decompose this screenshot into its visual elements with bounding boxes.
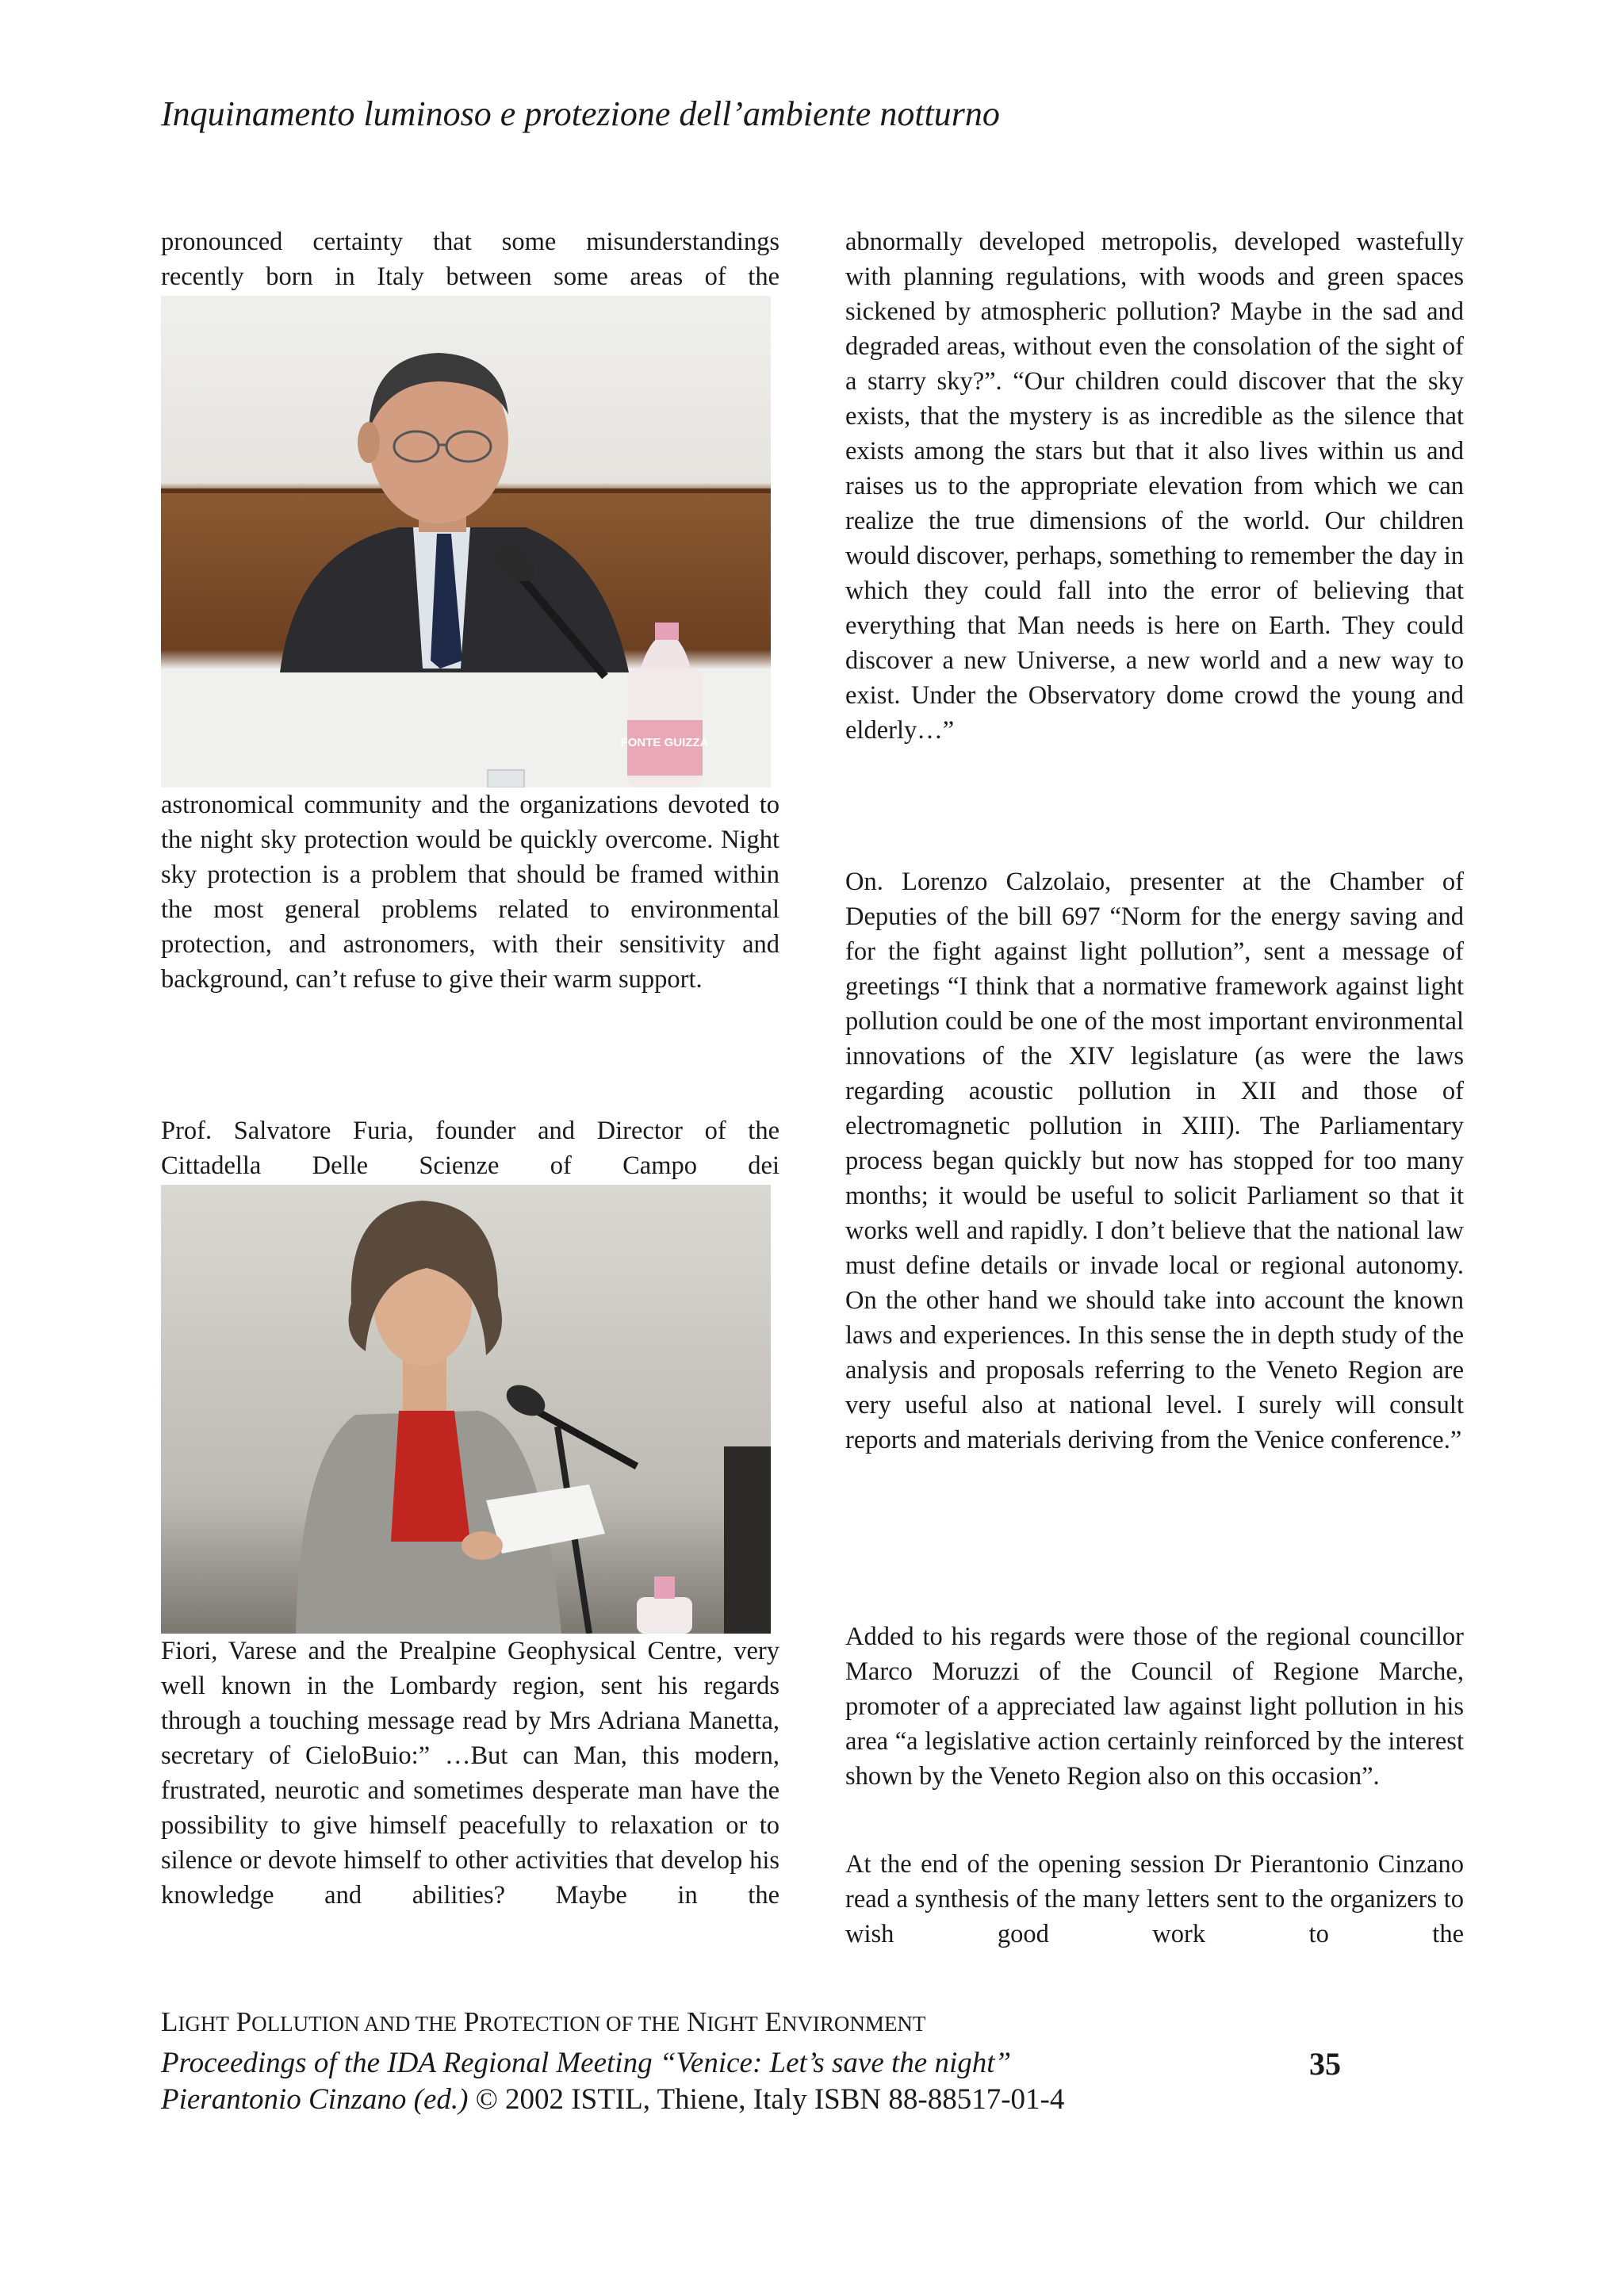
body-text: Fiori, Varese and the Prealpine Geophysical Centre, very well known in the Lombardy region, sent his regards through a touching message read by Mrs Adriana Manetta, secretary of CieloBuio:” …But can Man, this modern, frustrated, neurotic and sometimes desperate man have the possibility to give himself peacefully to relaxation or to silence or devote himself to other activities that develop his knowledge and abilities? Maybe in the xyxy=(161,1637,779,1910)
footer-smallcaps: IGHT xyxy=(707,2012,758,2036)
footer-cap: P xyxy=(463,2006,480,2037)
footer-smallcaps: OLLUTION AND THE xyxy=(251,2012,458,2036)
footer-editor: Pierantonio Cinzano (ed.) xyxy=(161,2083,469,2116)
footer-smallcaps: ROTECTION OF THE xyxy=(479,2012,680,2036)
footer-cap: E xyxy=(764,2006,782,2037)
speaker-photo-2 xyxy=(161,1185,771,1634)
right-para3 xyxy=(845,1619,1464,1794)
footer-publication-info xyxy=(161,2082,1350,2117)
body-text: astronomical community and the organizations devoted to the night sky protection would be quickly overcome. Night sky protection is a problem that should be framed within the most general problems related to environmental protection, and astronomers, with their sensitivity and background, can’t refuse to give their warm support. xyxy=(161,791,779,994)
body-text: abnormally developed metropolis, developed wastefully with planning regulations, with woods and green spaces sickened by atmospheric pollution? Maybe in the sad and degraded areas, without even the consolation of the sight of a starry sky?”. “Our children could discover that the sky exists, that the mystery is as incredible as the silence that exists among the stars but that it also lives within us and raises us to the appropriate elevation from which we can realize the true dimensions of the world. Our children would discover, perhaps, something to remember the day in which they could fall into the error of believing that everything that Man needs is here on Earth. They could discover a new Universe, a new world and a new way to exist. Under the Observatory dome crowd the young and elderly…” xyxy=(845,228,1464,745)
footer-smallcaps: IGHT xyxy=(178,2012,229,2036)
body-text: Added to his regards were those of the regional councillor Marco Moruzzi of the Council of Regione Marche, promoter of a appreciated law against light pollution in his area “a legislative action certainly reinforced by the interest shown by the Veneto Region also on this occasion”. xyxy=(845,1622,1464,1791)
right-para1 xyxy=(845,224,1464,748)
footer-cap: N xyxy=(687,2006,707,2037)
speaker-photo-1 xyxy=(161,296,771,787)
page-number: 35 xyxy=(1309,2046,1341,2082)
text-line: Prof. Salvatore Furia, founder and Director of the xyxy=(161,1117,779,1145)
right-para4 xyxy=(845,1847,1464,1952)
footer-proceedings-title: Proceedings of the IDA Regional Meeting “Venice: Let’s save the night” xyxy=(161,2047,1012,2079)
bottle-label: FONTE GUIZZA xyxy=(620,736,709,749)
left-para2-lead xyxy=(161,1113,779,1183)
text-line: pronounced certainty that some misunderstandings xyxy=(161,228,779,256)
body-text: On. Lorenzo Calzolaio, presenter at the Chamber of Deputies of the bill 697 “Norm for the energy saving and for the fight against light pollution”, sent a message of greetings “I think that a normative framework against light pollution could be one of the most important environmental innovations of the XIV legislature (as were the laws regarding acoustic pollution in XII and those of electromagnetic pollution in XIII). The Parliamentary process began quickly but now has stopped for too many months; it would be useful to solicit Parliament so that it works well and rapidly. I don’t believe that the national law must define details or invade local or regional autonomy. On the other hand we should take into account the known laws and experiences. In this sense the in depth study of the analysis and proposals referring to the Veneto Region are very useful also at national level. I surely will consult reports and materials deriving from the Venice conference.” xyxy=(845,868,1464,1454)
running-header: Inquinamento luminoso e protezione dell’ambiente notturno xyxy=(161,94,1000,133)
footer-smallcaps: NVIRONMENT xyxy=(781,2012,926,2036)
footer-cap: P xyxy=(236,2006,252,2037)
footer-copyright: © 2002 ISTIL, Thiene, Italy ISBN 88-88517-01-4 xyxy=(475,2083,1065,2116)
text-line: recently born in Italy between some areas of the xyxy=(161,262,779,291)
right-para2 xyxy=(845,864,1464,1458)
body-text: At the end of the opening session Dr Pierantonio Cinzano read a synthesis of the many letters sent to the organizers to wish good work to the xyxy=(845,1850,1464,1948)
left-para1-lead xyxy=(161,224,779,294)
footer-series-title xyxy=(161,2006,1350,2038)
text-line: Cittadella Delle Scienze of Campo dei xyxy=(161,1151,779,1180)
left-para1-continued xyxy=(161,787,779,997)
footer-cap: L xyxy=(161,2006,178,2037)
left-para2-continued xyxy=(161,1634,779,1913)
speaker-photo-1-art xyxy=(161,296,771,787)
speaker-photo-2-art xyxy=(161,1185,771,1634)
